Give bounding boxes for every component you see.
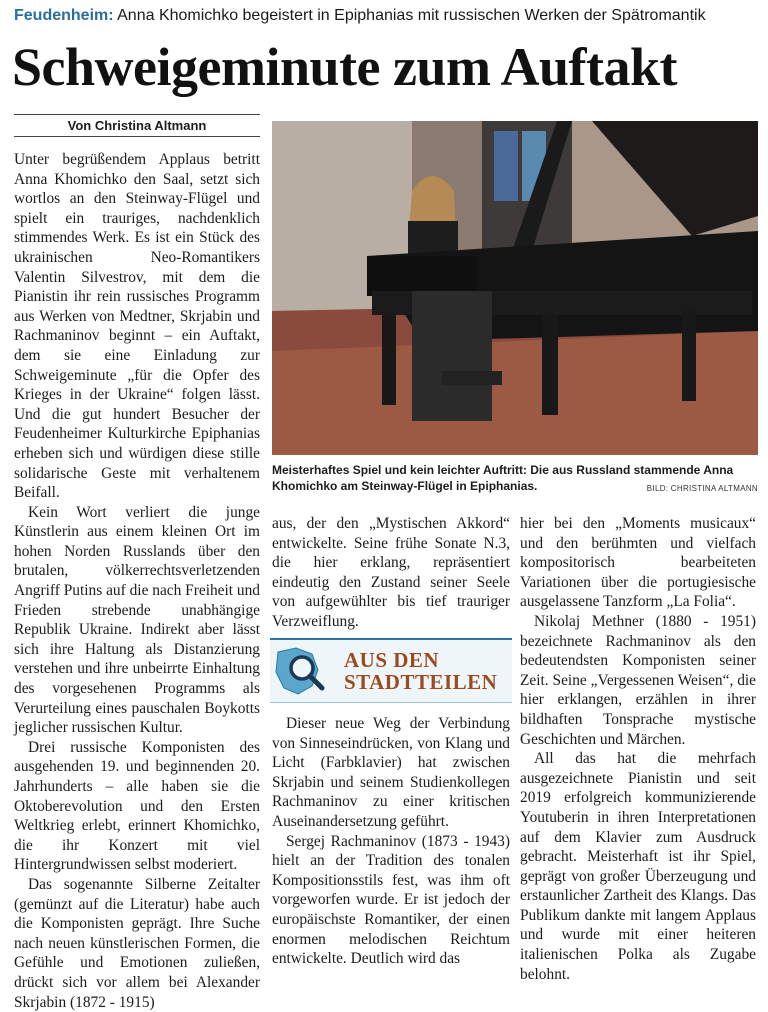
concert-photo [272, 121, 758, 455]
paragraph: aus, der den „Mystischen Akkord“ entwickelte. Seine frühe Sonate N.3, die hier erklang, repräsentiert eindeutig den Zustand seiner Seele von aufgewühlter bis tief trauriger Verzweiflung. [272, 515, 510, 630]
photo-caption: Meisterhaftes Spiel und kein leichter Auftritt: Die aus Russland stammende Anna Khomichko am Steinway-Flügel in Epiphanias. [272, 463, 734, 493]
paragraph: Dieser neue Weg der Verbindung von Sinneseindrücken, von Klang und Licht (Farbklavier) hat zwischen Skrjabin und seinem Studienkollegen Rachmaninov zu einer kritischen Auseinandersetzung geführt. [272, 715, 510, 830]
pianist-at-grand-piano-image [272, 121, 758, 455]
section-logo [270, 638, 512, 703]
paragraph: Das sogenannte Silberne Zeitalter (gemünzt auf die Literatur) habe auch die Komponisten geprägt. Ihre Suche nach neuen künstlerischen Formen, die Gefühle und Emotionen zuließen, drückt sich vor allem bei Alexander Skrjabin (1872 - 1915) [14, 875, 260, 1011]
paragraph: Nikolaj Methner (1880 - 1951) bezeichnete Rachmaninov als den bedeutendsten Komponisten seiner Zeit. Seine „Vergessenen Weisen“, die hier erklangen, erzählen in ihrer bildhaften Tonsprache mystische Geschichten und Märchen. [520, 612, 756, 748]
headline: Schweigeminute zum Auftakt [12, 37, 677, 97]
paragraph: All das hat die mehrfach ausgezeichnete Pianistin und seit 2019 erfolgreich kommunizierende Youtuberin in ihren Interpretationen auf dem Klavier zum Ausdruck gebracht. Meisterhaft ist ihr Spiel, geprägt von großer Überzeugung und erstaunlicher Zartheit des Klangs. Das Publikum dankte mit langem Applaus und wurde mit einer heiteren italienischen Polka als Zugabe belohnt. [520, 750, 756, 983]
kicker [14, 6, 754, 26]
kicker-place: Feudenheim: [14, 7, 114, 24]
article-column-2 [272, 514, 510, 634]
article-column-4 [520, 514, 756, 983]
paragraph: Sergej Rachmaninov (1873 - 1943) hielt an der Tradition des tonalen Kompositionsstils fest, was ihm oft vorgeworfen wurde. Er ist jedoch der europäischste Romantiker, der einen enormen melodischen Reichtum entwickelte. Deutlich wird das [272, 832, 510, 968]
section-logo-line1: AUS DEN [344, 648, 440, 672]
paragraph: Unter begrüßendem Applaus betritt Anna Khomichko den Saal, setzt sich wortlos an den Steinway-Flügel und spielt ein trauriges, nachdenklich stimmendes Werk. Es ist ein Stück des ukrainischen Neo-Romantikers Valentin Silvestrov, mit dem die Pianistin ihr rein russisches Programm aus Werken von Medtner, Skrjabin und Rachmaninov beginnt – ein Auftakt, dem sie eine Einladung zur Schweigeminute „für die Opfer des Krieges in der Ukraine“ folgen lässt. Und die gut hundert Besucher der Feudenheimer Kulturkirche Epiphanias erheben sich und würdigen diese stille solidarische Geste mit verhaltenem Beifall. [14, 151, 260, 502]
section-logo-line2: STADTTEILEN [344, 670, 498, 694]
photo-credit: BILD: CHRISTINA ALTMANN [646, 484, 758, 493]
paragraph: Kein Wort verliert die junge Künstlerin aus einem kleinen Ort im hohen Norden Russlands über den brutalen, völkerrechtsverletzenden Angriff Putins auf die nach Freiheit und Frieden strebende unabhängige Republik Ukraine. Indirekt aber lässt sich ihre Haltung als Distanzierung verstehen und ihre unbeirrte Einhaltung des vorgesehenen Programms als Verurteilung eines pauschalen Boykotts jeglicher russischen Kultur. [14, 503, 260, 737]
magnifier-map-icon [272, 642, 344, 700]
article-column-1 [14, 150, 260, 1011]
byline: Von Christina Altmann [14, 114, 260, 137]
kicker-text: Anna Khomichko begeistert in Epiphanias mit russischen Werken der Spätromantik [117, 7, 706, 24]
article-column-3 [272, 714, 510, 968]
paragraph: Drei russische Komponisten des ausgehenden 19. und beginnenden 20. Jahrhunderts – alle haben sie die Oktoberevolution und den Ersten Weltkrieg erlebt, erinnert Khomichko, die ihr Konzert mit viel Hintergrundwissen selbst moderiert. [14, 738, 260, 874]
paragraph: hier bei den „Moments musicaux“ und den berühmten und vielfach kompositorisch bearbeiteten Variationen über die portugiesische ausgelassene Tanzform „La Folia“. [520, 515, 756, 611]
